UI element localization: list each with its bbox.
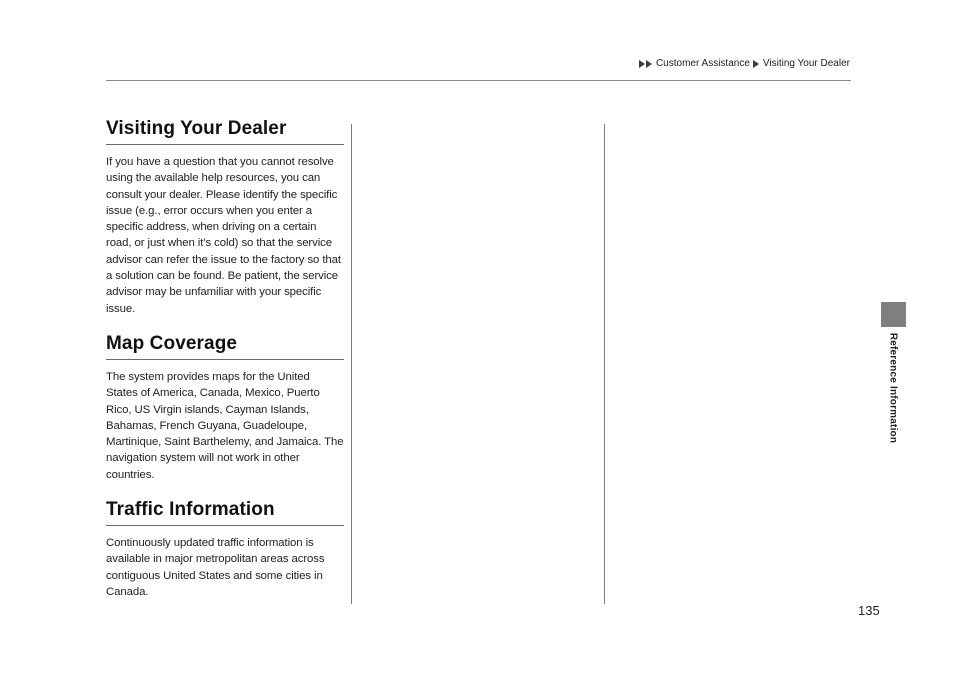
- section-body: If you have a question that you cannot resolve using the available help resources, you can consult your dealer. Please identify the specific issue (e.g., error occurs when you enter a specific address, when driving on a certain road, or just when it’s cold) so that the service advisor can refer the issue to the factory so that a solution can be found. Be patient, the service advisor may be unfamiliar with your specific issue.: [106, 156, 341, 315]
- section-title: Visiting Your Dealer: [106, 118, 344, 145]
- breadcrumb-item-visiting-your-dealer[interactable]: Visiting Your Dealer: [762, 58, 850, 69]
- section-visiting-your-dealer: [106, 118, 344, 317]
- side-tab-label: Reference Information: [887, 332, 899, 444]
- side-tab-marker[interactable]: [881, 302, 906, 327]
- breadcrumb-item-customer-assistance[interactable]: Customer Assistance: [655, 58, 750, 69]
- triangle-right-icon: [753, 60, 759, 68]
- column-divider: [351, 124, 352, 604]
- page-number: 135: [858, 603, 880, 618]
- section-traffic-information: [106, 499, 344, 600]
- section-map-coverage: [106, 333, 344, 483]
- section-body: The system provides maps for the United States of America, Canada, Mexico, Puerto Rico, US Virgin islands, Cayman Islands, Bahamas, French Guyana, Guadeloupe, Martinique, Saint Barthelemy, and Jamaica. The navigation system will not work in other countries.: [106, 370, 344, 481]
- breadcrumb: [639, 58, 850, 69]
- section-title: Traffic Information: [106, 499, 344, 526]
- section-title: Map Coverage: [106, 333, 344, 360]
- column-divider: [604, 124, 605, 604]
- triangle-right-icon: [639, 60, 645, 68]
- section-body: Continuously updated traffic information is available in major metropolitan areas across contiguous United States and some cities in Canada.: [106, 537, 325, 598]
- main-column: [106, 118, 344, 600]
- triangle-right-icon: [646, 60, 652, 68]
- header-rule: [106, 80, 851, 81]
